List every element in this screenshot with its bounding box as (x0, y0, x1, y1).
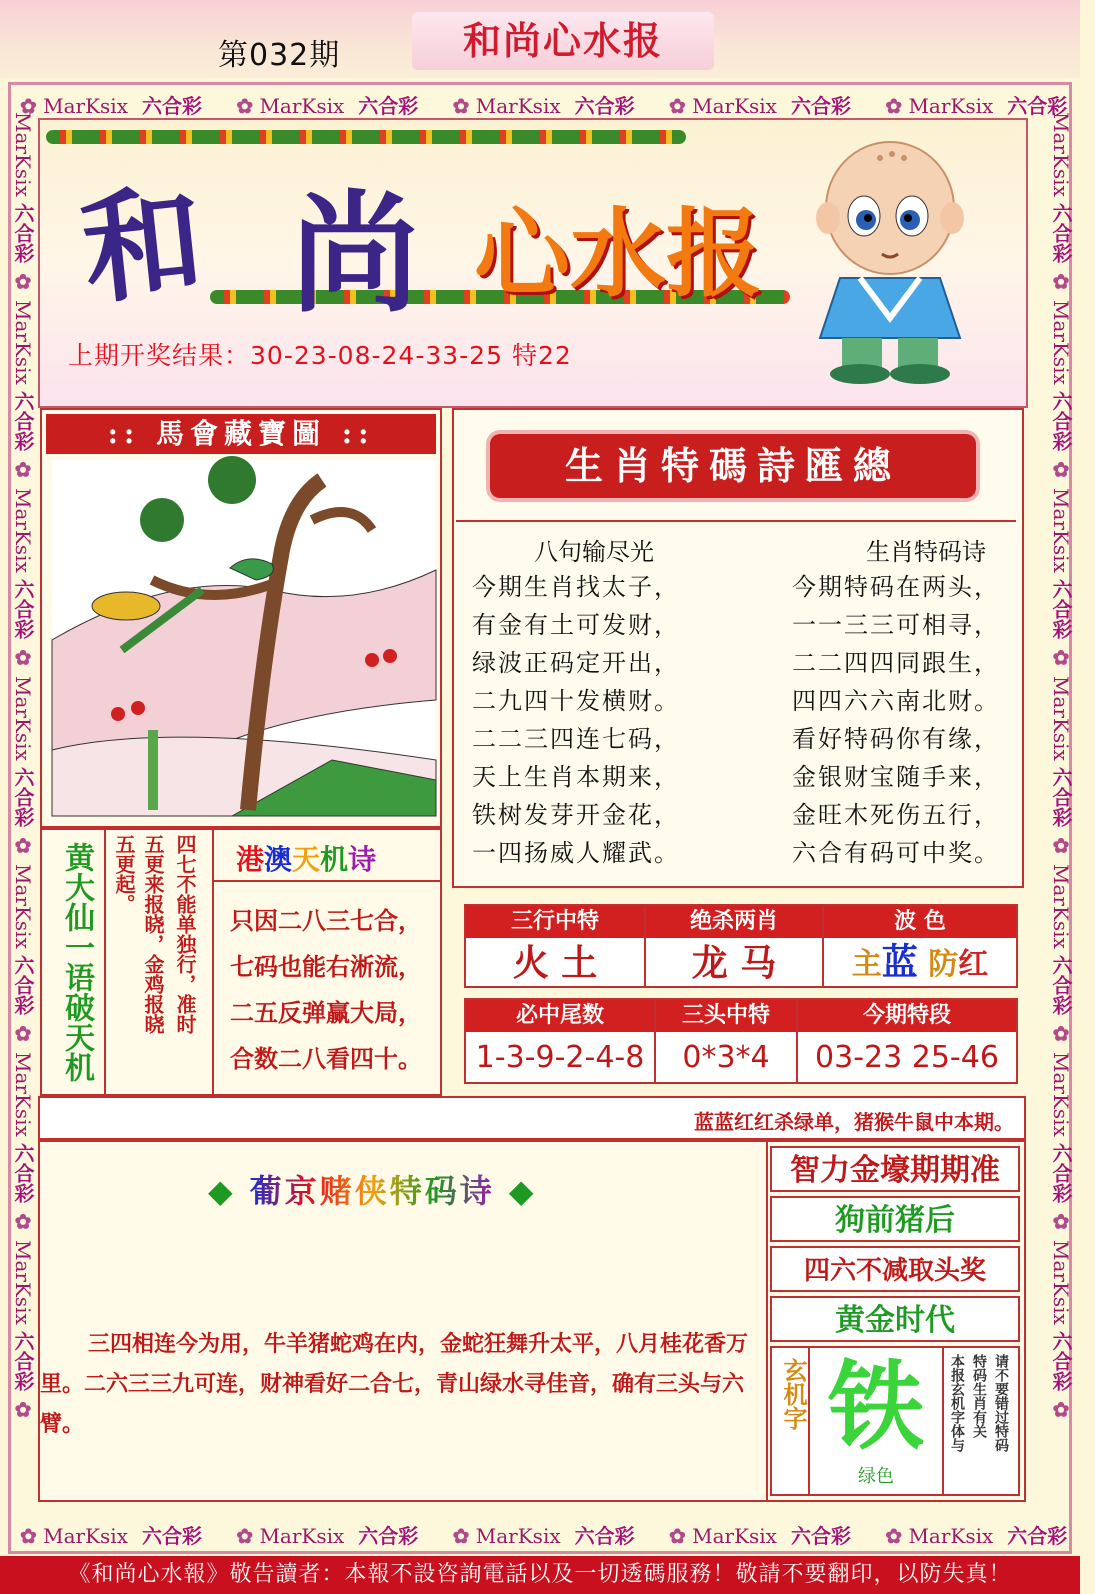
poem-line: 二二四四同跟生， (792, 649, 1000, 677)
watermark-cn: 六合彩 (574, 1524, 635, 1548)
watermark-cn: 六合彩 (358, 94, 419, 118)
watermark-brand: MarKsix (1049, 675, 1073, 761)
watermark-brand: MarKsix (475, 1524, 561, 1548)
watermark-cn: 六合彩 (11, 391, 35, 452)
wave-main-label: 主 (851, 947, 882, 982)
watermark-brand: MarKsix (11, 487, 35, 573)
prediction-table-2 (464, 998, 1018, 1084)
watermark-cn: 六合彩 (141, 1524, 202, 1548)
slogan: 狗前猪后 (770, 1196, 1020, 1242)
masthead-char-he: 和 (75, 169, 211, 322)
gangao-title (236, 838, 376, 878)
footer-notice: 《和尚心水報》敬告讀者：本報不設咨詢電話以及一切透碼服務！敬請不要翻印，以防失真！ (0, 1556, 1080, 1594)
gangao-line: 只因二八三七合， (230, 906, 422, 935)
watermark-brand: MarKsix (43, 94, 128, 118)
watermark-cn: 六合彩 (1049, 391, 1073, 452)
xuanji-label: 玄机字 (779, 1358, 808, 1430)
flower-icon: ✿ (236, 1524, 254, 1548)
flower-icon: ✿ (20, 1524, 37, 1548)
poem-line: 二九四十发横财。 (472, 687, 680, 715)
flower-icon: ✿ (1049, 833, 1073, 858)
watermark-strip-top (20, 90, 1068, 118)
poem-line: 金旺木死伤五行， (792, 801, 1000, 829)
wave-guard-value: 红 (958, 947, 989, 982)
flower-icon: ✿ (1049, 645, 1073, 670)
gangao-title-char: 机 (320, 843, 349, 876)
wave-main-value: 蓝 (881, 942, 918, 983)
watermark-brand: MarKsix (908, 1524, 994, 1548)
mini-title: 和尚心水报 (412, 12, 714, 70)
poem-line: 今期生肖找太子， (472, 573, 680, 601)
watermark-cn: 六合彩 (1007, 94, 1068, 118)
watermark-brand: MarKsix (11, 675, 35, 761)
watermark-cn: 六合彩 (1049, 954, 1073, 1015)
poem-line: 看好特码你有缘， (792, 725, 1000, 753)
watermark-brand: MarKsix (692, 94, 777, 118)
masthead-char-shang: 尚 (290, 177, 421, 330)
watermark-cn: 六合彩 (11, 766, 35, 827)
column-divider (796, 1000, 798, 1082)
monk-illustration (800, 128, 980, 388)
flower-icon: ✿ (452, 94, 470, 118)
three-element-value: 火 土 (512, 942, 598, 984)
watermark-brand: MarKsix (11, 299, 35, 385)
table1-header: 绝杀两肖 (646, 906, 822, 938)
xuanji-note: 请不要错过特码 (993, 1354, 1009, 1452)
gangao-line: 合数二八看四十。 (230, 1044, 422, 1073)
gangao-title-char: 澳 (264, 843, 293, 876)
watermark-brand: MarKsix (1049, 1051, 1073, 1137)
table2-header: 必中尾数 (466, 1000, 654, 1032)
flower-icon: ✿ (20, 94, 37, 118)
watermark-cn: 六合彩 (790, 94, 851, 118)
flower-icon: ✿ (668, 1524, 686, 1548)
aojing-title (208, 1166, 537, 1212)
flower-icon: ✿ (11, 457, 35, 482)
gangao-title-char: 诗 (348, 843, 377, 876)
watermark-cn: 六合彩 (1049, 579, 1073, 640)
flower-icon: ✿ (1049, 457, 1073, 482)
last-result-numbers: 30-23-08-24-33-25 (250, 341, 503, 370)
flower-icon: ✿ (11, 833, 35, 858)
watermark-cn: 六合彩 (11, 1330, 35, 1391)
special-segment-value: 03-23 25-46 (815, 1040, 999, 1075)
watermark-cn: 六合彩 (1049, 766, 1073, 827)
vine-decoration-top (46, 130, 686, 144)
flower-icon: ✿ (1049, 269, 1073, 294)
flower-icon: ✿ (452, 1524, 470, 1548)
column-divider (212, 828, 214, 1096)
watermark-cn: 六合彩 (11, 1142, 35, 1203)
flower-icon: ✿ (1049, 1021, 1073, 1046)
watermark-brand: MarKsix (692, 1524, 777, 1548)
poem-left-title: 八句输尽光 (534, 538, 654, 566)
treasure-map-illustration (52, 460, 436, 816)
flower-icon: ✿ (885, 1524, 903, 1548)
flower-icon: ✿ (11, 1021, 35, 1046)
gangao-lines (230, 898, 436, 1082)
watermark-cn: 六合彩 (1049, 1142, 1073, 1203)
last-result-special: 特22 (511, 341, 572, 370)
watermark-strip-left (8, 112, 38, 1512)
poem-right-lines (792, 568, 1020, 872)
treasure-map-title: :: 馬會藏寶圖 :: (46, 414, 436, 454)
poem-line: 有金有土可发财， (472, 611, 680, 639)
watermark-brand: MarKsix (259, 1524, 345, 1548)
flower-icon: ✿ (236, 94, 254, 118)
poem-right-title: 生肖特码诗 (866, 538, 986, 566)
watermark-brand: MarKsix (1049, 863, 1073, 949)
watermark-cn: 六合彩 (11, 579, 35, 640)
watermark-cn: 六合彩 (790, 1524, 851, 1548)
poem-left-lines (472, 568, 712, 872)
column-divider (822, 906, 824, 986)
aojing-body: 三四相连今为用，牛羊猪蛇鸡在内，金蛇狂舞升太平，八月桂花香万里。二六三三九可连，财神看好二合七，青山绿水寻佳音，确有三头与六臂。 (40, 1331, 749, 1437)
divider (214, 880, 440, 882)
column-divider (104, 828, 106, 1096)
last-result-label: 上期开奖结果： (68, 341, 251, 370)
poem-line: 天上生肖本期来， (472, 763, 680, 791)
watermark-brand: MarKsix (1049, 1239, 1073, 1325)
watermark-brand: MarKsix (43, 1524, 128, 1548)
poem-line: 铁树发芽开金花， (472, 801, 680, 829)
column-divider (808, 1348, 810, 1494)
xuanji-note: 本报玄机字体与 (949, 1354, 965, 1452)
xuanji-char: 铁 (828, 1350, 924, 1463)
column-divider (654, 1000, 656, 1082)
watermark-strip-bottom (20, 1520, 1068, 1550)
slogan: 四六不减取头奖 (770, 1246, 1020, 1292)
kill-two-zodiac-value: 龙 马 (691, 942, 777, 984)
watermark-cn: 六合彩 (11, 954, 35, 1015)
watermark-cn: 六合彩 (11, 203, 35, 264)
flower-icon: ✿ (11, 269, 35, 294)
poem-line: 金银财宝随手来， (792, 763, 1000, 791)
diamond-icon: ◆ (208, 1172, 236, 1210)
gangao-title-char: 港 (236, 843, 265, 876)
flower-icon: ✿ (11, 1397, 35, 1422)
note-text: 蓝蓝红红杀绿单，猪猴牛鼠中本期。 (694, 1110, 1014, 1134)
huang-daxian-col2: 五更来报晓，金鸡报晓 (141, 834, 165, 1034)
watermark-cn: 六合彩 (358, 1524, 419, 1548)
poem-line: 一四扬威人耀武。 (472, 839, 680, 867)
xuanji-sub: 绿色 (858, 1466, 894, 1487)
watermark-brand: MarKsix (11, 1239, 35, 1325)
huang-daxian-col1: 五更起。 (112, 834, 136, 914)
wave-guard-label: 防 (928, 947, 959, 982)
watermark-cn: 六合彩 (1049, 203, 1073, 264)
watermark-brand: MarKsix (11, 863, 35, 949)
three-head-value: 0*3*4 (682, 1040, 770, 1075)
poem-line: 今期特码在两头， (792, 573, 1000, 601)
last-result (68, 336, 572, 372)
flower-icon: ✿ (668, 94, 686, 118)
gangao-line: 二五反弹赢大局， (230, 998, 422, 1027)
xuanji-box (770, 1346, 1020, 1496)
poem-line: 一一三三可相寻， (792, 611, 1000, 639)
huang-daxian-col3: 四七不能单独行，准时 (173, 834, 197, 1034)
aojing-title-text: 葡京赌侠特码诗 (249, 1172, 495, 1210)
prediction-table-1 (464, 904, 1018, 988)
column-divider (942, 1348, 944, 1494)
watermark-cn: 六合彩 (141, 94, 202, 118)
poem-line: 四四六六南北财。 (792, 687, 1000, 715)
watermark-cn: 六合彩 (1049, 1330, 1073, 1391)
poem-line: 六合有码可中奖。 (792, 839, 1000, 867)
watermark-cn: 六合彩 (1007, 1524, 1068, 1548)
slogan: 智力金壕期期准 (770, 1146, 1020, 1192)
flower-icon: ✿ (1049, 1397, 1073, 1422)
watermark-strip-right (1046, 112, 1076, 1512)
gangao-title-char: 天 (292, 843, 321, 876)
issue-number: 第032期 (218, 38, 341, 73)
watermark-brand: MarKsix (11, 112, 35, 197)
table2-header: 今期特段 (798, 1000, 1016, 1032)
poem-banner: 生肖特碼詩匯總 (490, 434, 976, 498)
masthead-xinshuibao: 心水报 (474, 198, 762, 310)
watermark-brand: MarKsix (259, 94, 345, 118)
watermark-cn: 六合彩 (574, 94, 635, 118)
tail-number-value: 1-3-9-2-4-8 (475, 1040, 645, 1075)
poem-line: 绿波正码定开出， (472, 649, 680, 677)
watermark-brand: MarKsix (1049, 487, 1073, 573)
poem-line: 二二三四连七码， (472, 725, 680, 753)
table1-header: 波 色 (824, 906, 1016, 938)
slogan: 黄金时代 (770, 1296, 1020, 1342)
table2-header: 三头中特 (656, 1000, 796, 1032)
watermark-brand: MarKsix (1049, 299, 1073, 385)
watermark-brand: MarKsix (1049, 112, 1073, 197)
wave-color-value (824, 940, 1016, 986)
flower-icon: ✿ (11, 645, 35, 670)
huang-daxian-title: 黄大仙一语破天机 (59, 842, 94, 1082)
watermark-brand: MarKsix (475, 94, 561, 118)
diamond-icon: ◆ (508, 1172, 537, 1210)
watermark-brand: MarKsix (908, 94, 994, 118)
column-divider (644, 906, 646, 986)
column-divider (766, 1140, 768, 1502)
watermark-brand: MarKsix (11, 1051, 35, 1137)
flower-icon: ✿ (885, 94, 903, 118)
flower-icon: ✿ (11, 1209, 35, 1234)
xuanji-note: 特码生肖有关 (971, 1354, 987, 1438)
table1-header: 三行中特 (466, 906, 644, 938)
flower-icon: ✿ (1049, 1209, 1073, 1234)
note-bar (38, 1096, 1026, 1140)
gangao-line: 七码也能右淅流， (230, 952, 422, 981)
